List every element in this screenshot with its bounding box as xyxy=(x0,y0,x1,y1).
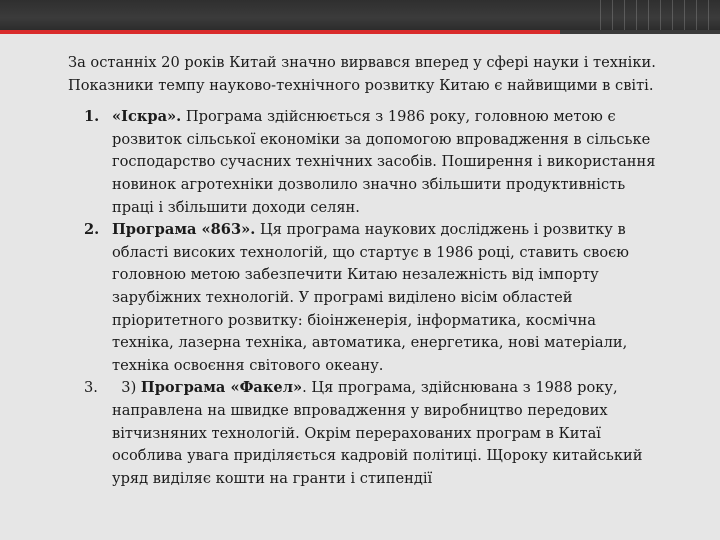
header-stripe xyxy=(696,0,697,30)
header-stripe xyxy=(612,0,613,30)
header-stripe xyxy=(708,0,709,30)
list-item-text: Ця програма наукових досліджень і розвитку в області високих технологій, що стартує в 1986 році, ставить своєю головною метою забезпечити Китаю незалежність від імпорту зарубіжних технологій. У програмі виділено вісім областей пріоритетного розвитку: біоінженерія, інформатика, космічна техніка, лазерна техніка, автоматика, енергетика, нові матеріали, техніка освоєння світового океану. xyxy=(112,221,629,374)
intro-paragraph: За останніх 20 років Китай значно вирвався вперед у сфері науки і техніки. Показники темпу науково-технічного розвитку Китаю є найвищими в світі. xyxy=(68,54,656,94)
list-item-text: . Ця програма, здійснювана з 1988 року, направлена на швидке впровадження у виробництво передових вітчизняних технологій. Окрім перерахованих програм в Китаї особлива увага приділяється кадровій політиці. Щороку китайський уряд виділяє кошти на гранти і стипендії xyxy=(112,379,643,487)
list-item-text: Програма здійснюється з 1986 року, головною метою є розвиток сільської економіки за допомогою впровадження в сільське господарство сучасних технічних засобів. Поширення і використання новинок агротехніки дозволило значно збільшити продуктивність праці і збільшити доходи селян. xyxy=(112,108,656,216)
program-list xyxy=(68,106,658,490)
list-item-number: 2. xyxy=(84,221,100,239)
list-item-title: Програма «863». xyxy=(112,221,256,239)
header-stripe xyxy=(684,0,685,30)
list-item-prefix: 3) xyxy=(112,379,141,397)
header-bar xyxy=(0,0,720,30)
list-item xyxy=(68,219,658,377)
header-stripe xyxy=(624,0,625,30)
header-stripe xyxy=(648,0,649,30)
header-stripe xyxy=(672,0,673,30)
list-item-title: «Іскра». xyxy=(112,108,182,126)
list-item-title: Програма «Факел» xyxy=(140,379,303,397)
header-stripe xyxy=(660,0,661,30)
header-accent-line xyxy=(0,30,560,34)
list-item xyxy=(68,106,658,219)
list-item-number: 1. xyxy=(84,108,100,126)
header-stripe xyxy=(600,0,601,30)
list-item xyxy=(68,377,658,490)
header-stripe xyxy=(636,0,637,30)
list-item-number: 3. xyxy=(84,379,98,397)
slide-body xyxy=(68,52,658,490)
header-accent-dark xyxy=(560,30,720,34)
